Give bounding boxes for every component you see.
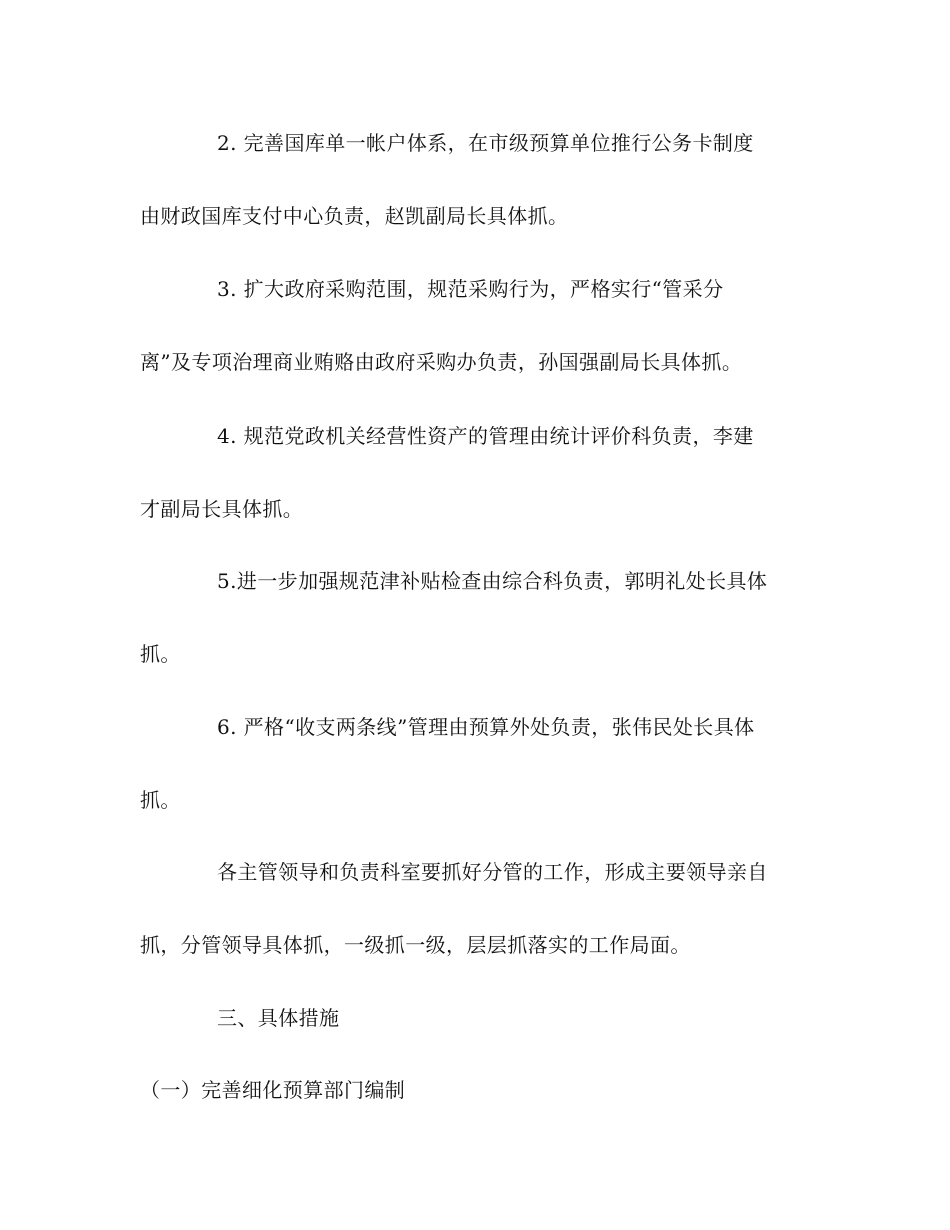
paragraph-line: 由财政国库支付中心负责，赵凯副局长具体抓。	[140, 204, 569, 228]
paragraph-line: 抓，分管领导具体抓，一级抓一级，层层抓落实的工作局面。	[140, 933, 691, 957]
paragraph-line: 各主管领导和负责科室要抓好分管的工作，形成主要领导亲自	[217, 860, 768, 884]
subsection-heading: （一）完善细化预算部门编制	[140, 1078, 406, 1102]
paragraph-line: 抓。	[140, 788, 181, 812]
paragraph-line: 离”及专项治理商业贿赂由政府采购办负责，孙国强副局长具体抓。	[140, 350, 743, 374]
paragraph-line: 抓。	[140, 642, 181, 666]
paragraph-line: 6. 严格“收支两条线”管理由预算外处负责，张伟民处长具体	[217, 715, 755, 739]
paragraph-line: 3. 扩大政府采购范围，规范采购行为，严格实行“管采分	[217, 277, 724, 301]
section-heading: 三、具体措施	[217, 1006, 340, 1030]
paragraph-line: 才副局长具体抓。	[140, 497, 304, 521]
paragraph-line: 5.进一步加强规范津补贴检查由综合科负责，郭明礼处长具体	[217, 569, 768, 593]
paragraph-line: 2. 完善国库单一帐户体系，在市级预算单位推行公务卡制度	[217, 131, 754, 155]
paragraph-line: 4. 规范党政机关经营性资产的管理由统计评价科负责，李建	[217, 424, 754, 448]
